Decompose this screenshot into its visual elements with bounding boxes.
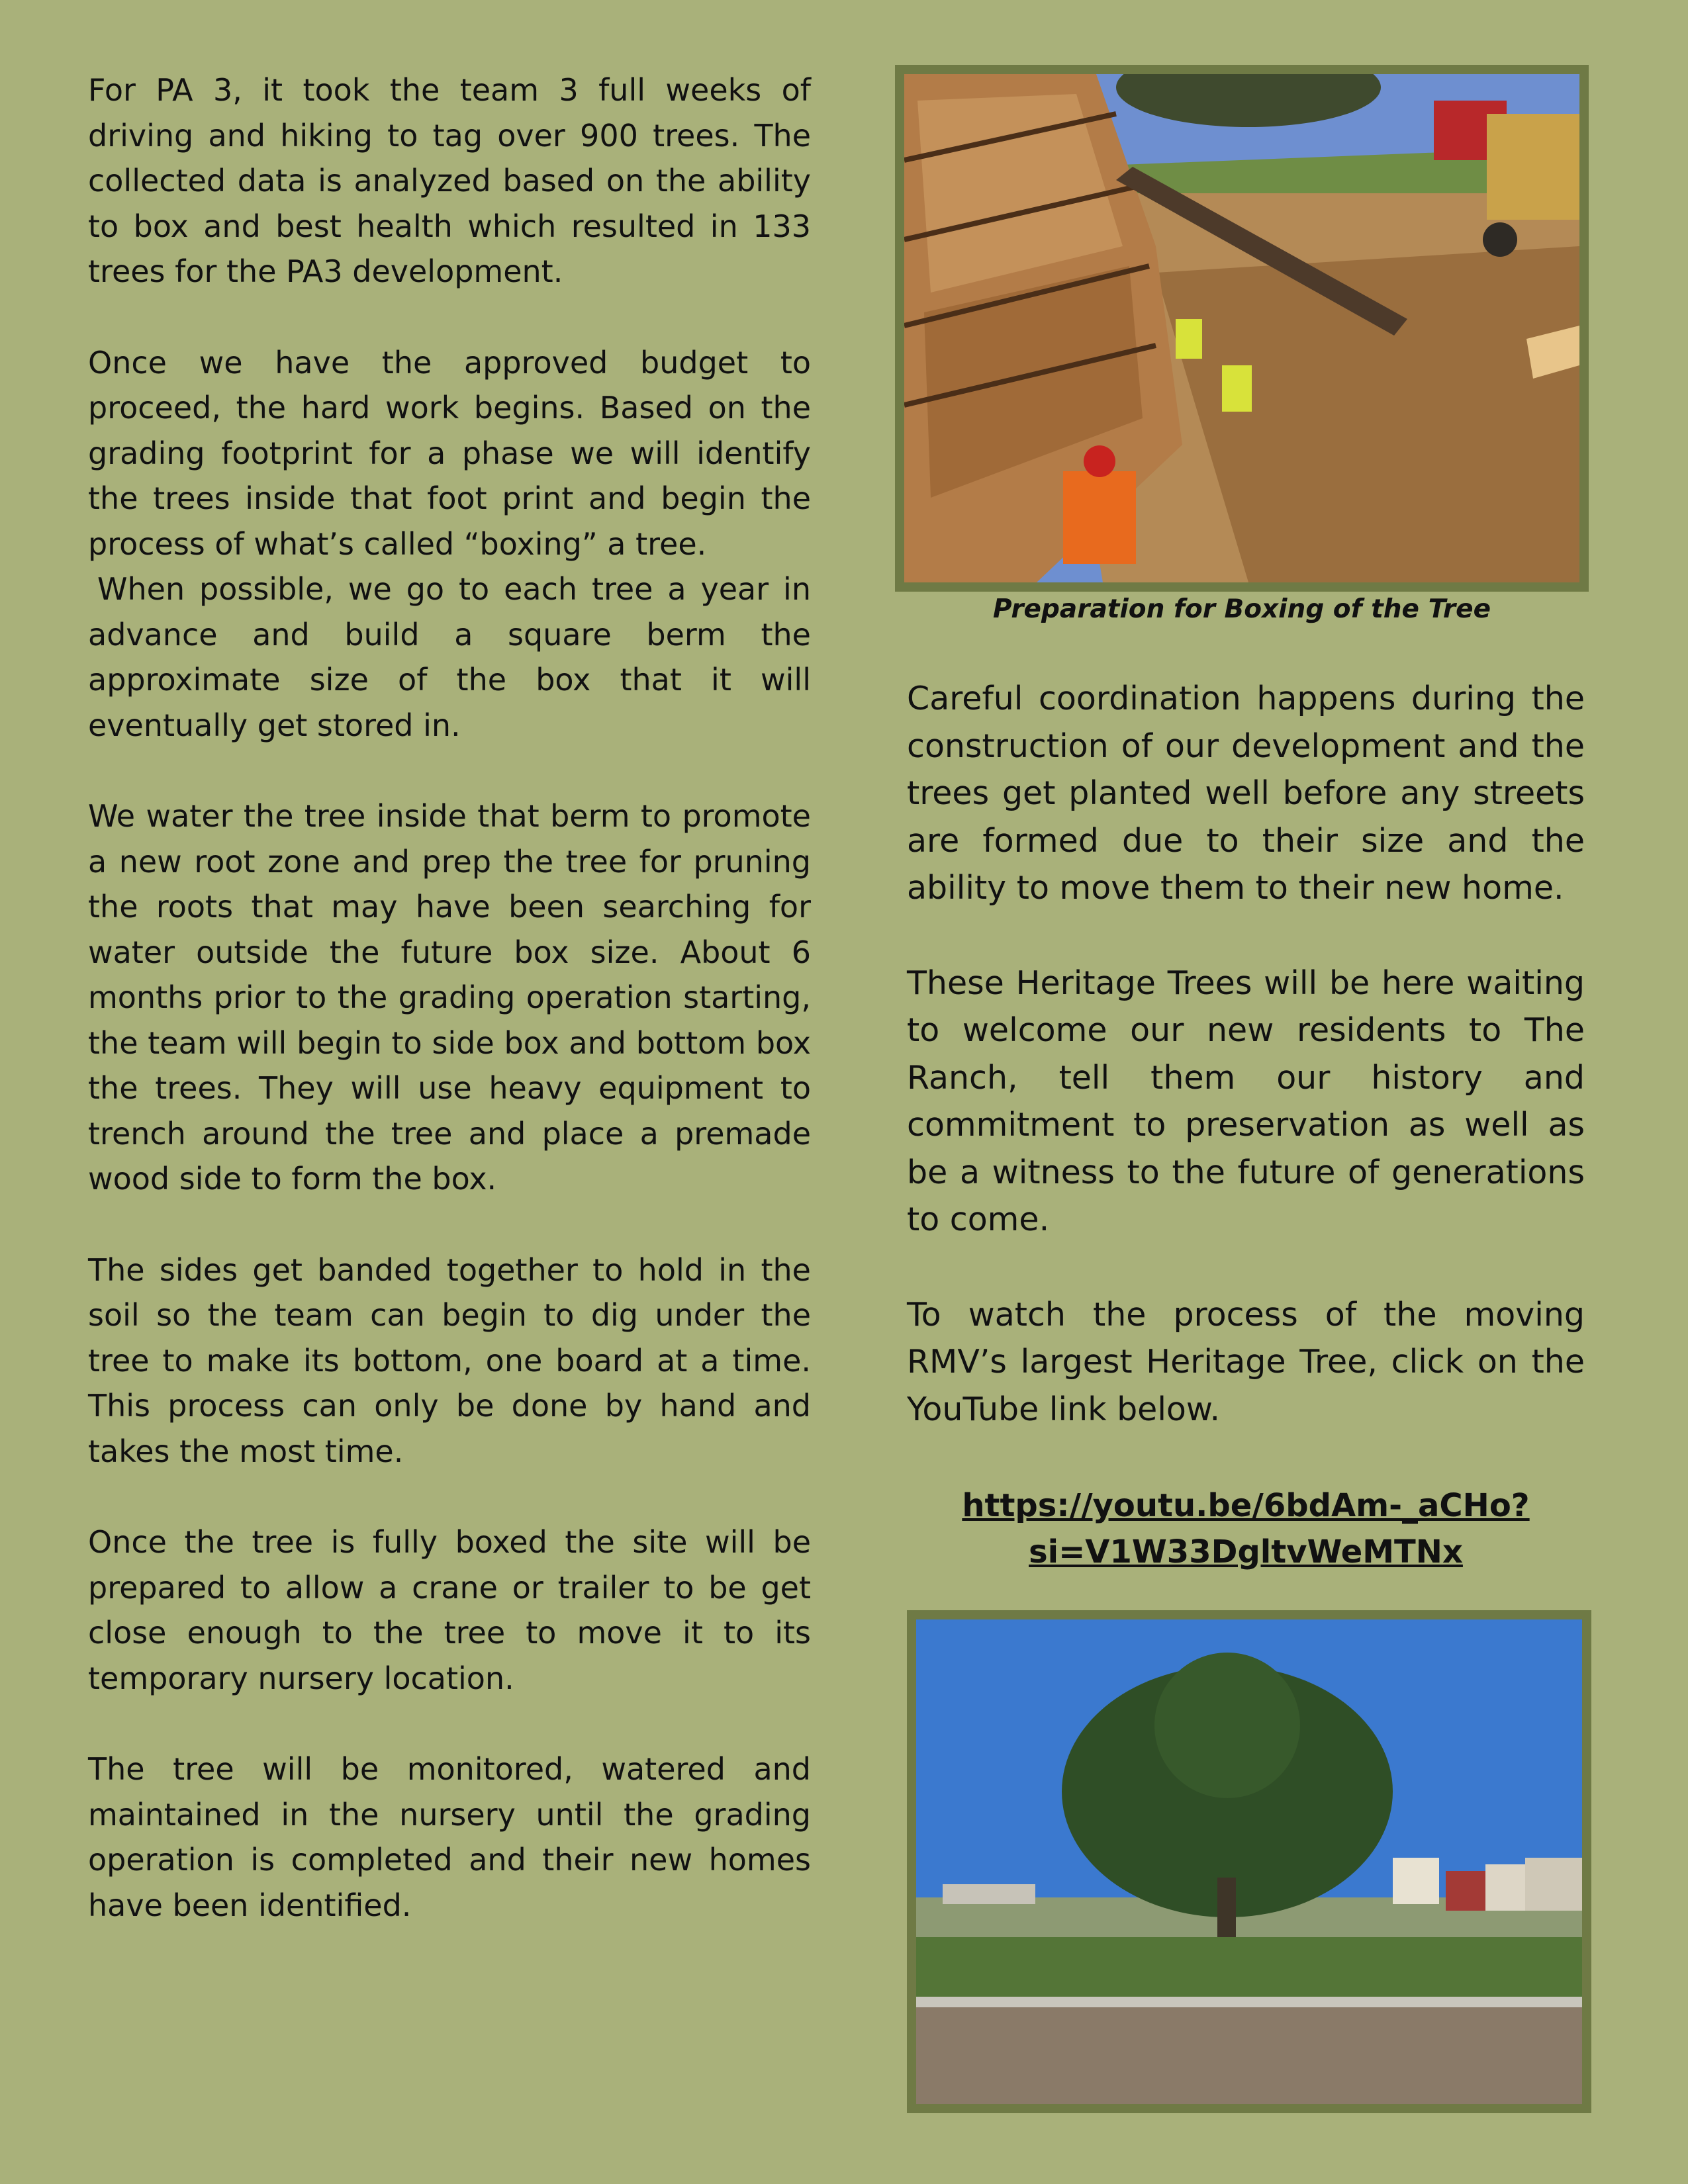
right-text-column: [907, 675, 1585, 1433]
heritage-tree-photo: [907, 1610, 1591, 2113]
paragraph-budget: Once we have the approved budget to proceed, the hard work begins. Based on the grading footprint for a phase we will identify the trees inside that foot print and begin the process of what’s called “boxing” a tree.: [88, 344, 811, 562]
construction-scene-image: [904, 74, 1579, 582]
paragraph-watch-process: To watch the process of the moving RMV’s largest Heritage Tree, click on the YouTube link below.: [907, 1295, 1585, 1428]
paragraph-nursery: The tree will be monitored, watered and maintained in the nursery until the grading operation is completed and their new homes have been identified.: [88, 1751, 811, 1923]
paragraph-crane: Once the tree is fully boxed the site will be prepared to allow a crane or trailer to be get close enough to the tree to move it to its temporary nursery location.: [88, 1524, 811, 1696]
left-text-column: [88, 68, 811, 1974]
youtube-link[interactable]: https://youtu.be/6bdAm-_aCHo?si=V1W33DgltvWeMTNx: [962, 1487, 1530, 1570]
heritage-oak-image: [916, 1619, 1582, 2104]
paragraph-coordination: Careful coordination happens during the construction of our development and the trees get planted well before any streets are formed due to their size and the ability to move them to their new home.: [907, 680, 1585, 907]
paragraph-tagging: For PA 3, it took the team 3 full weeks of driving and hiking to tag over 900 trees. The collected data is analyzed based on the ability to box and best health which resulted in 133 trees for the PA3 development.: [88, 72, 811, 289]
paragraph-heritage-trees: These Heritage Trees will be here waiting to welcome our new residents to The Ranch, tell them our history and commitment to preservation as well as be a witness to the future of generations to come.: [907, 964, 1585, 1238]
paragraph-watering: We water the tree inside that berm to promote a new root zone and prep the tree for pruning the roots that may have been searching for water outside the future box size. About 6 months prior to the grading operation starting, the team will begin to side box and bottom box the trees. They will use heavy equipment to trench around the tree and place a premade wood side to form the box.: [88, 798, 811, 1197]
boxing-preparation-photo: [895, 65, 1589, 592]
paragraph-berm: When possible, we go to each tree a year in advance and build a square berm the approximate size of the box that it will eventually get stored in.: [88, 571, 811, 743]
photo-caption: Preparation for Boxing of the Tree: [992, 594, 1491, 624]
paragraph-banding: The sides get banded together to hold in the soil so the team can begin to dig under the tree to make its bottom, one board at a time. This process can only be done by hand and takes the most time.: [88, 1251, 811, 1469]
